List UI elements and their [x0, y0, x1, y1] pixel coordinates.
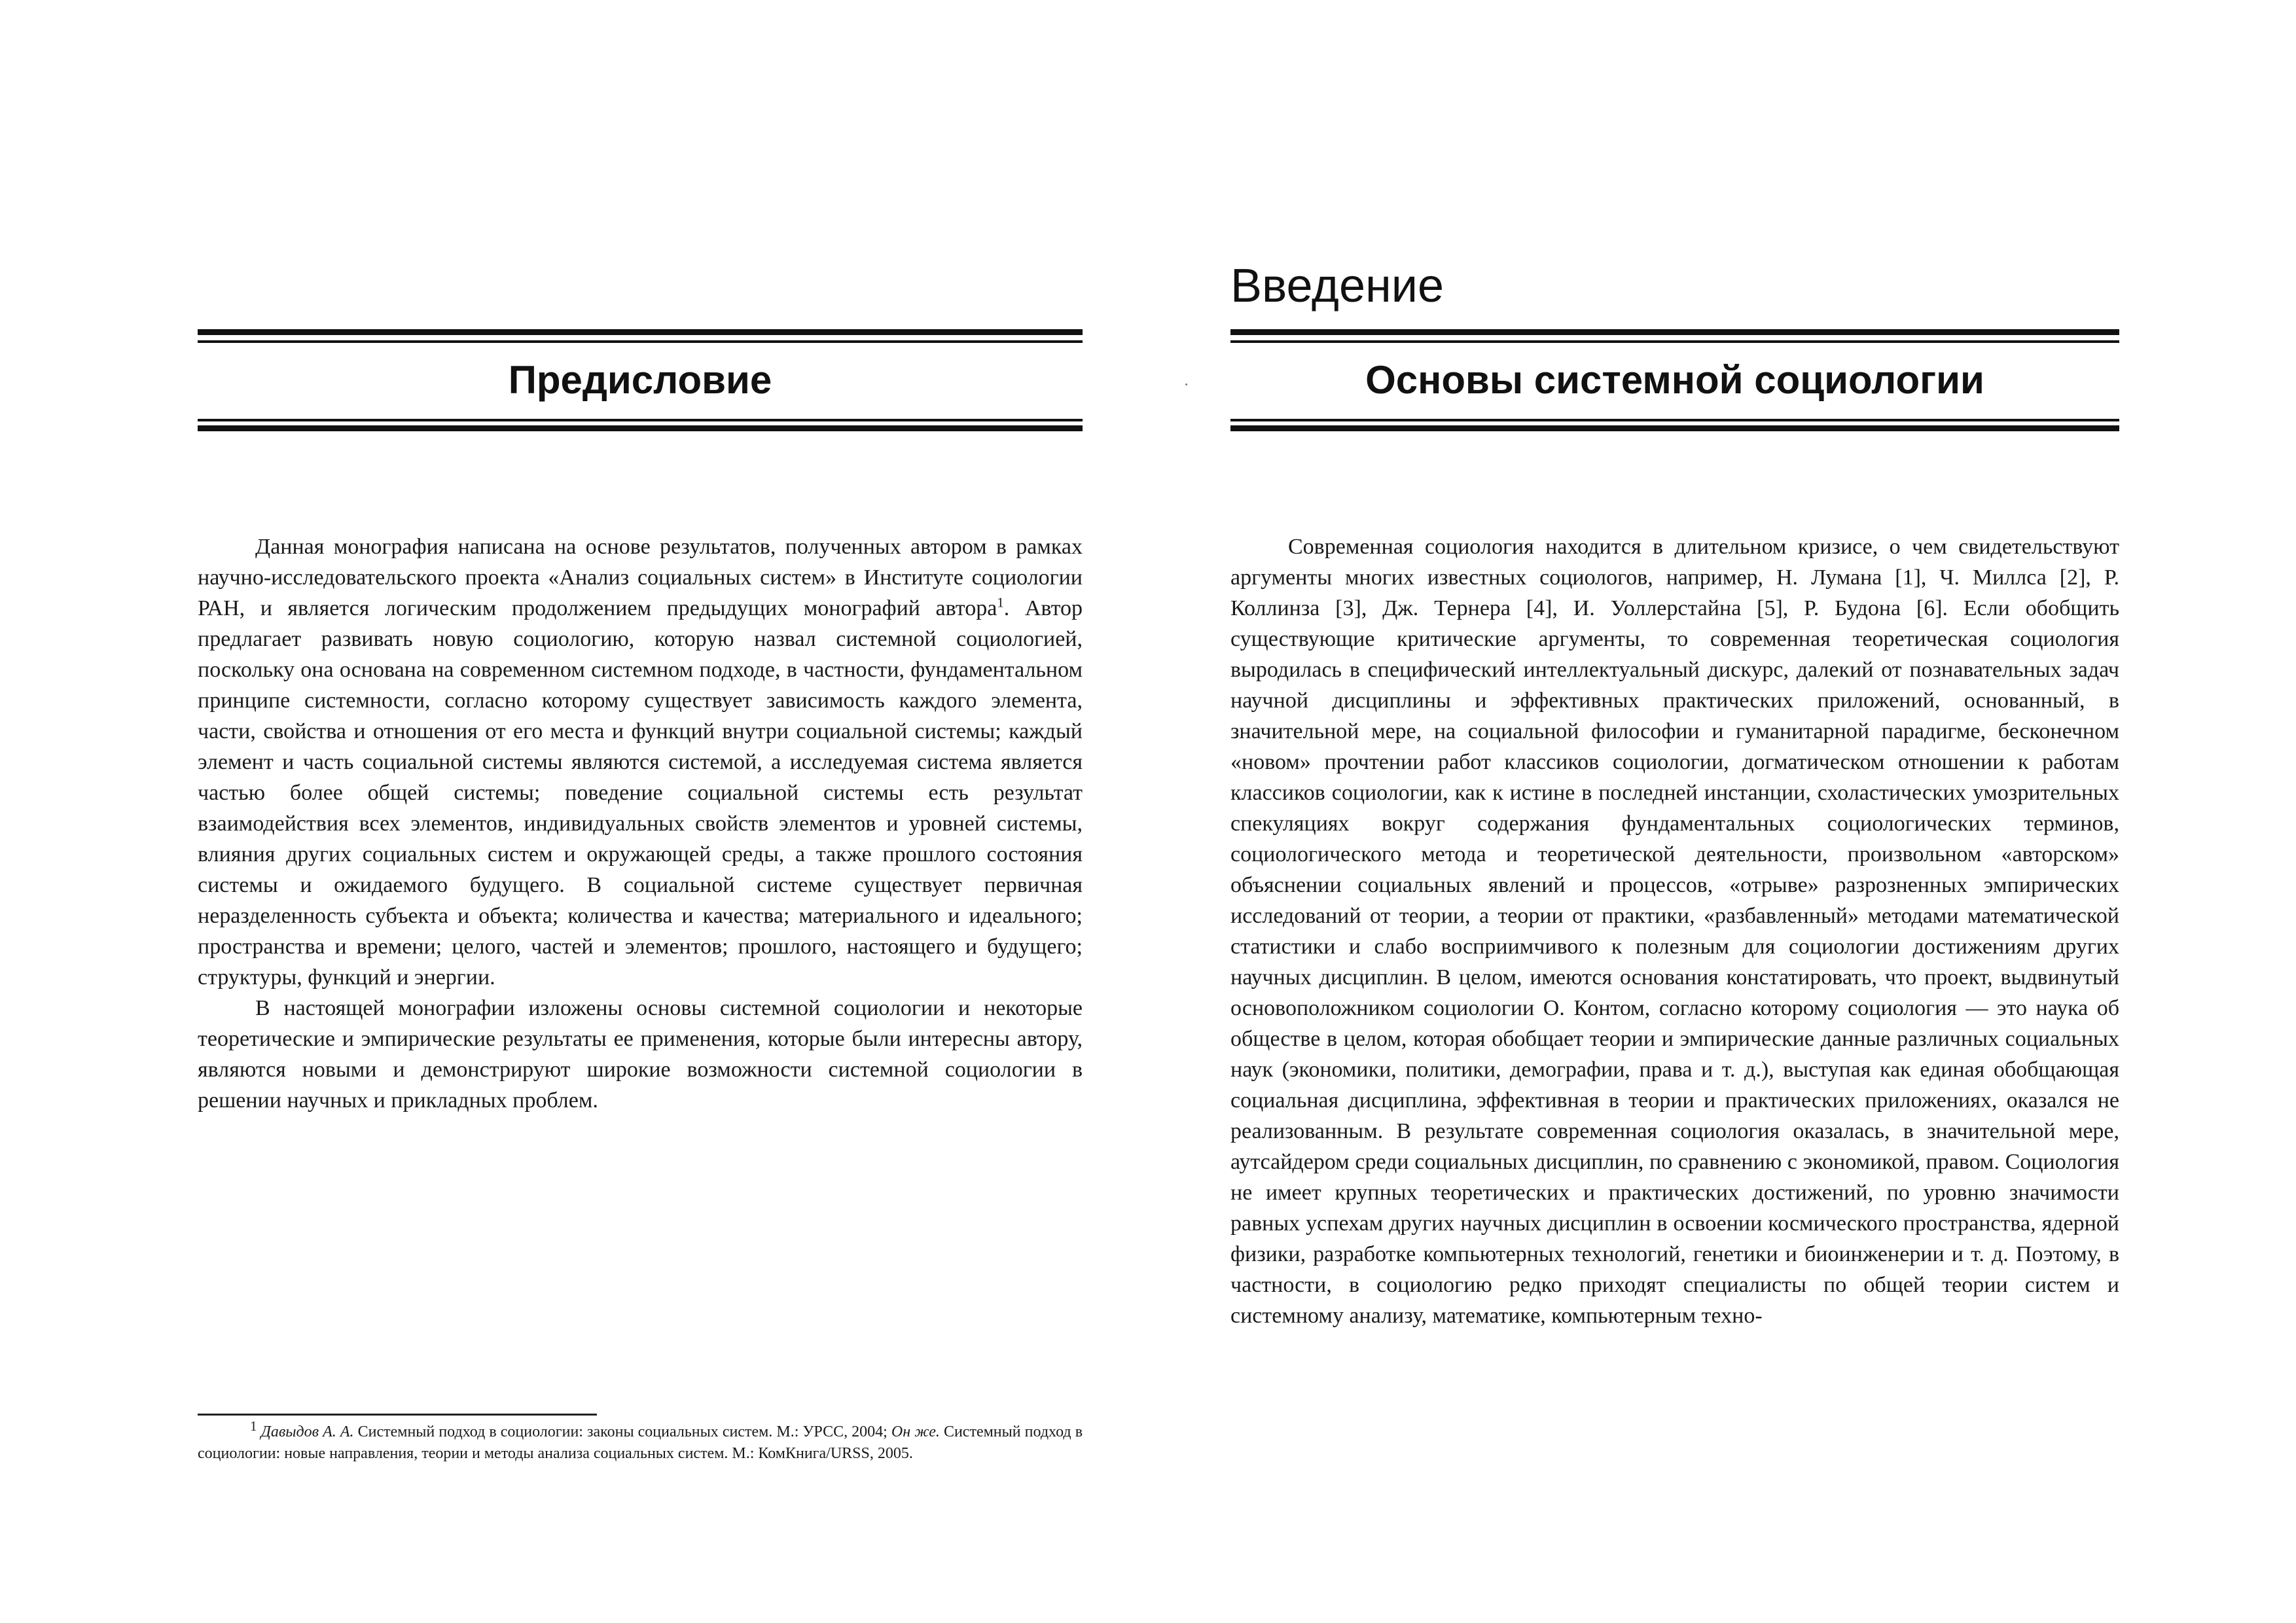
- title-bottom-rule-thin: [198, 419, 1083, 421]
- paragraph-1-continuation: . Автор предлагает развивать новую социологию, которую назвал системной социологией, поскольку она основана на современном системном подходе, в частности, фундаментальном принципе системности, согласно которому существует зависимость каждого элемента, части, свойства и отношения от его места и функций внутри социальной системы; каждый элемент и часть социальной системы являются системой, а исследуемая система является частью более общей системы; поведение социальной системы есть результат взаимодействия всех элементов, индивидуальных свойств элементов и уровней системы, влияния других социальных систем и окружающей среды, а также прошлого состояния системы и ожидаемого будущего. В социальной системе существует первичная неразделенность субъекта и объекта; количества и качества; материального и идеального; пространства и времени; целого, частей и элементов; прошлого, настоящего и будущего; структуры, функций и энергии.: [198, 596, 1083, 990]
- section-label: Введение: [1230, 260, 1444, 312]
- footnote-author: Давыдов А. А.: [260, 1423, 354, 1440]
- title-top-rule-thick: [1230, 329, 2119, 335]
- title-bottom-rule-thin: [1230, 419, 2119, 421]
- right-page: [1148, 0, 2296, 1623]
- footnote-author-2: Он же.: [891, 1423, 940, 1440]
- footnote-separator: [198, 1414, 597, 1416]
- footnote-marker: 1: [997, 594, 1004, 611]
- footnote-number: 1: [250, 1418, 257, 1434]
- title-top-rule-thick: [198, 329, 1083, 335]
- title-top-rule-thin: [1230, 340, 2119, 343]
- footnote-text-2: Системный подход в социологии: новые направления, теории и методы анализа социальных систем. М.: КомКнига/URSS, 2005.: [198, 1423, 1083, 1462]
- title-bottom-rule-thick: [1230, 425, 2119, 431]
- introduction-paragraph: Современная социология находится в длительном кризисе, о чем свидетельствуют аргументы многих известных социологов, например, Н. Лумана [1], Ч. Миллса [2], Р. Коллинза [3], Дж. Тернера [4], И. Уоллерстайна [5], Р. Будона [6]. Если обобщить существующие критические аргументы, то современная теоретическая социология выродилась в специфический интеллектуальный дискурс, далекий от познавательных задач научной дисциплины и эффективных практических приложений, основанный, в значительной мере, на социальной философии и гуманитарной парадигме, бесконечном «новом» прочтении работ классиков социологии, догматическом отношении к работам классиков социологии, как к истине в последней инстанции, схоластических умозрительных спекуляциях вокруг содержания фундаментальных социологических терминов, социологического метода и теоретической деятельности, произвольном «авторском» объяснении социальных явлений и процессов, «отрыве» разрозненных эмпирических исследований от теории, а теории от практики, «разбавленный» методами математической статистики и слабо восприимчивого к полезным для социологии достижениям других научных дисциплин. В целом, имеются основания констатировать, что проект, выдвинутый основоположником социологии О. Контом, согласно которому социология — это наука об обществе в целом, которая обобщает теории и эмпирические данные различных социальных наук (экономики, политики, демографии, права и т. д.), выступая как единая обобщающая социальная дисциплина, эффективная в теории и практических приложениях, оказался не реализованным. В результате современная социология оказалась, в значительной мере, аутсайдером среди социальных дисциплин, по сравнению с экономикой, правом. Социология не имеет крупных теоретических и практических достижений, по уровню значимости равных успехам других научных дисциплин в освоении космического пространства, ядерной физики, разработке компьютерных технологий, генетики и биоинженерии и т. д. Поэтому, в частности, в социологию редко приходят специалисты по общей теории систем и системному анализу, математике, компьютерным техно-: [1230, 535, 2119, 1328]
- footnote-text-1: Системный подход в социологии: законы социальных систем. М.: УРСС, 2004;: [357, 1423, 888, 1440]
- preface-body: [198, 531, 1083, 1116]
- chapter-title: Предисловие: [508, 358, 772, 402]
- title-bottom-rule-thick: [198, 425, 1083, 431]
- scan-speck: [1185, 383, 1187, 385]
- introduction-body: [1230, 531, 2119, 1331]
- paragraph-1-text: Данная монография написана на основе результатов, полученных автором в рамках научно-исследовательского проекта «Анализ социальных систем» в Институте социологии РАН, и является логическим продолжением предыдущих монографий автора: [198, 535, 1083, 620]
- title-top-rule-thin: [198, 340, 1083, 343]
- footnote: [198, 1418, 1083, 1465]
- preface-paragraph-1: [198, 531, 1083, 993]
- preface-paragraph-2: В настоящей монографии изложены основы системной социологии и некоторые теоретические и эмпирические результаты ее применения, которые были интересны автору, являются новыми и демонстрируют широкие возможности системной социологии в решении научных и прикладных проблем.: [198, 996, 1083, 1113]
- chapter-title: Основы системной социологии: [1365, 358, 1984, 402]
